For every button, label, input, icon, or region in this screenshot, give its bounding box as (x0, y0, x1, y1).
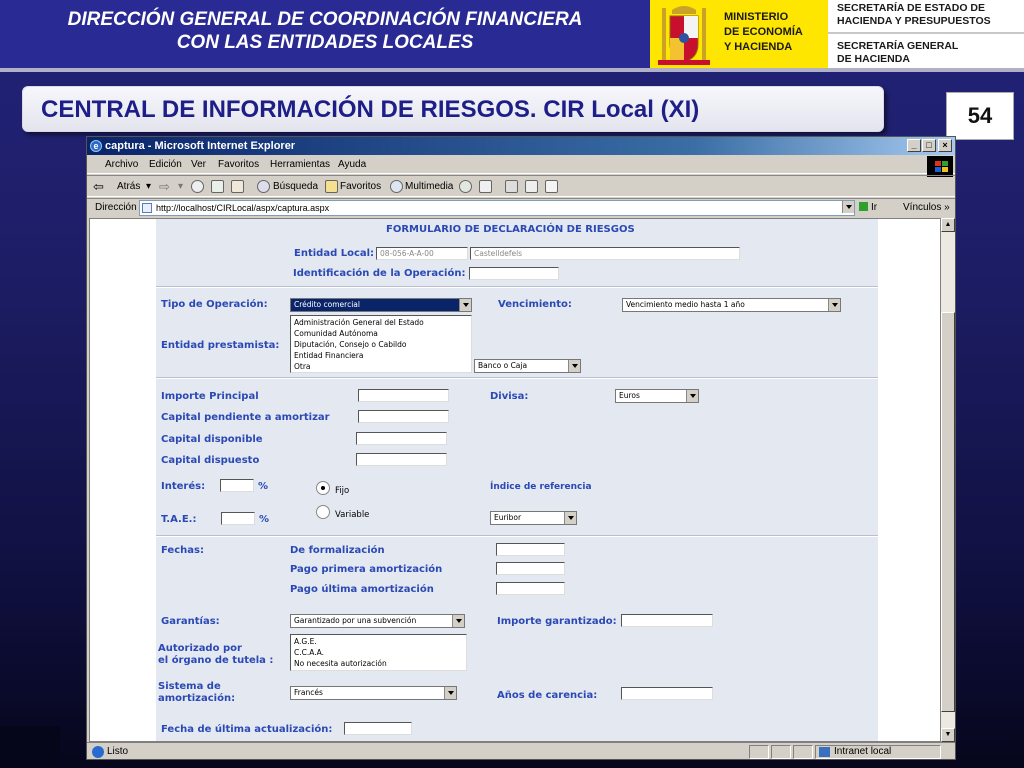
chevron-down-icon (828, 299, 840, 311)
home-icon[interactable] (231, 180, 244, 193)
multimedia-icon[interactable] (390, 180, 403, 193)
favorites-icon[interactable] (325, 180, 338, 193)
search-icon[interactable] (257, 180, 270, 193)
vencimiento-value: Vencimiento medio hasta 1 año (626, 300, 745, 309)
browser-window (86, 136, 956, 760)
secretariats (828, 0, 1024, 70)
status-panel (793, 745, 813, 759)
links-button[interactable]: Vínculos » (903, 202, 950, 213)
tae-label: T.A.E.: (161, 514, 197, 525)
ministry-line-1: MINISTERIO (724, 11, 789, 23)
header-line-2: CON LAS ENTIDADES LOCALES (176, 32, 474, 53)
variable-radio[interactable] (316, 505, 330, 519)
address-dropdown-button[interactable] (841, 201, 854, 215)
sistema-value: Francés (294, 688, 323, 697)
chevron-down-icon (459, 299, 471, 311)
fecha-primera-amortizacion-field[interactable] (496, 562, 565, 575)
forward-dropdown-icon[interactable]: ▾ (178, 181, 184, 192)
vencimiento-select[interactable] (622, 298, 841, 312)
go-arrow-icon (859, 202, 868, 211)
menu-ver[interactable]: Ver (191, 159, 207, 170)
importe-garantizado-label: Importe garantizado: (497, 616, 617, 627)
indice-referencia-label: Índice de referencia (490, 482, 592, 492)
interes-percent: % (258, 481, 269, 492)
refresh-icon[interactable] (211, 180, 224, 193)
slide-title: CENTRAL DE INFORMACIÓN DE RIESGOS. CIR Local (XI) (22, 86, 884, 132)
multimedia-button[interactable]: Multimedia (405, 181, 454, 192)
coat-of-arms-icon (650, 0, 718, 70)
list-item[interactable]: No necesita autorización (294, 659, 387, 668)
fechas-label: Fechas: (161, 545, 204, 556)
page-content (89, 218, 941, 742)
scroll-up-icon[interactable]: ▲ (941, 218, 955, 232)
banco-value: Banco o Caja (478, 361, 528, 370)
secretariat-state-line-2: HACIENDA Y PRESUPUESTOS (837, 15, 991, 27)
list-item[interactable]: A.G.E. (294, 637, 317, 646)
fecha-ultima-amortizacion-field[interactable] (496, 582, 565, 595)
chevron-down-icon (568, 360, 580, 372)
back-arrow-icon[interactable]: ⇦ (93, 179, 104, 194)
address-input[interactable] (139, 200, 855, 216)
indice-value: Euribor (494, 513, 522, 522)
menu-ayuda[interactable]: Ayuda (338, 159, 367, 170)
divider (828, 32, 1024, 34)
sistema-amortizacion-select[interactable] (290, 686, 457, 700)
anos-carencia-field[interactable] (621, 687, 713, 700)
tipo-operacion-label: Tipo de Operación: (161, 299, 268, 310)
indice-select[interactable] (490, 511, 577, 525)
vertical-scrollbar[interactable] (941, 218, 955, 742)
menu-herramientas[interactable]: Herramientas (270, 159, 331, 170)
status-panel (749, 745, 769, 759)
chevron-down-icon (564, 512, 576, 524)
interes-label: Interés: (161, 481, 206, 492)
status-bar (87, 742, 955, 760)
sistema-line-1: Sistema de (158, 681, 221, 692)
tipo-operacion-select[interactable] (290, 298, 472, 312)
section-divider (156, 286, 878, 288)
list-item[interactable]: Entidad Financiera (294, 351, 364, 360)
entidad-local-code-field[interactable]: 08-056-A-A-00 (376, 247, 468, 260)
capital-dispuesto-field[interactable] (356, 453, 447, 466)
status-text: Listo (107, 746, 129, 757)
zone-text: Intranet local (834, 746, 892, 757)
corner-block (0, 726, 60, 768)
secretariat-general-line-2: DE HACIENDA (837, 53, 910, 65)
ultima-amortizacion-label: Pago última amortización (290, 584, 434, 595)
identificacion-field[interactable] (469, 267, 559, 280)
secretariat-state (837, 2, 991, 28)
window-title: captura - Microsoft Internet Explorer (105, 140, 296, 152)
page-status-icon (92, 746, 104, 758)
minimize-button[interactable]: _ (907, 139, 921, 152)
ministry-line-2: DE ECONOMÍA (724, 26, 803, 38)
entidad-local-label: Entidad Local: (294, 248, 375, 259)
search-button[interactable]: Búsqueda (273, 181, 319, 192)
fijo-label: Fijo (335, 486, 350, 496)
banco-select[interactable] (474, 359, 581, 373)
divisa-label: Divisa: (490, 391, 529, 402)
toolbar (87, 175, 955, 197)
intranet-icon (819, 747, 830, 757)
garantias-value: Garantizado por una subvención (294, 616, 417, 625)
status-panel (771, 745, 791, 759)
address-label: Dirección (95, 202, 137, 213)
window-titlebar[interactable] (87, 137, 955, 155)
tae-percent: % (259, 514, 270, 525)
discuss-icon[interactable] (545, 180, 558, 193)
chevron-down-icon (444, 687, 456, 699)
menu-edicion[interactable]: Edición (149, 159, 182, 170)
importe-principal-label: Importe Principal (161, 391, 259, 402)
close-button[interactable]: × (938, 139, 952, 152)
menu-archivo[interactable]: Archivo (105, 159, 139, 170)
address-bar (87, 198, 955, 217)
importe-garantizado-field[interactable] (621, 614, 713, 627)
back-dropdown-icon[interactable]: ▾ (146, 181, 152, 192)
fecha-actualizacion-label: Fecha de última actualización: (161, 724, 333, 735)
secretariat-state-line-1: SECRETARÍA DE ESTADO DE (837, 2, 985, 14)
list-item[interactable]: Comunidad Autónoma (294, 329, 378, 338)
vencimiento-label: Vencimiento: (498, 299, 572, 310)
list-item[interactable]: C.C.A.A. (294, 648, 325, 657)
page-number: 54 (946, 92, 1014, 140)
fecha-formalizacion-field[interactable] (496, 543, 565, 556)
divisa-value: Euros (619, 391, 640, 400)
header-directorate (0, 0, 650, 70)
maximize-button[interactable]: □ (922, 139, 936, 152)
secretariat-general (837, 40, 958, 66)
risk-declaration-form (156, 219, 878, 742)
form-heading: FORMULARIO DE DECLARACIÓN DE RIESGOS (386, 224, 635, 235)
anos-carencia-label: Años de carencia: (497, 690, 598, 701)
variable-label: Variable (335, 510, 370, 520)
edit-icon[interactable] (525, 180, 538, 193)
importe-principal-field[interactable] (358, 389, 449, 402)
autorizado-listbox[interactable] (290, 634, 467, 671)
fecha-actualizacion-field[interactable] (344, 722, 412, 735)
header-divider (0, 68, 1024, 72)
capital-disponible-field[interactable] (356, 432, 447, 445)
address-url: http://localhost/CIRLocal/aspx/captura.aspx (156, 203, 330, 213)
tae-field[interactable] (221, 512, 255, 525)
list-item[interactable]: Otra (294, 362, 311, 371)
capital-pendiente-label: Capital pendiente a amortizar (161, 412, 330, 423)
sistema-line-2: amortización: (158, 693, 236, 704)
capital-dispuesto-label: Capital dispuesto (161, 455, 260, 466)
stop-icon[interactable] (191, 180, 204, 193)
scroll-thumb[interactable] (941, 312, 955, 712)
header-line-1: DIRECCIÓN GENERAL DE COORDINACIÓN FINANCIERA (67, 9, 583, 30)
capital-disponible-label: Capital disponible (161, 434, 263, 445)
garantias-select[interactable] (290, 614, 465, 628)
capital-pendiente-field[interactable] (358, 410, 449, 423)
entidad-local-name-field[interactable]: Castelldefels (470, 247, 740, 260)
go-button[interactable] (859, 202, 877, 213)
scroll-down-icon[interactable]: ▼ (941, 728, 955, 742)
chevron-down-icon (686, 390, 698, 402)
section-divider (156, 535, 878, 537)
ministry-name (718, 0, 828, 70)
tipo-operacion-value: Crédito comercial (294, 300, 360, 309)
ministry-line-3: Y HACIENDA (724, 41, 793, 53)
menu-bar (87, 156, 955, 174)
ie-icon: e (90, 140, 102, 152)
prestamista-listbox[interactable] (290, 315, 472, 373)
primera-amortizacion-label: Pago primera amortización (290, 564, 443, 575)
go-label: Ir (871, 202, 878, 213)
chevron-down-icon (452, 615, 464, 627)
print-icon[interactable] (505, 180, 518, 193)
back-button[interactable]: Atrás (117, 181, 141, 192)
menu-favoritos[interactable]: Favoritos (218, 159, 260, 170)
history-icon[interactable] (459, 180, 472, 193)
page-icon (142, 203, 152, 213)
formalizacion-label: De formalización (290, 545, 385, 556)
garantias-label: Garantías: (161, 616, 220, 627)
windows-logo-icon (927, 156, 953, 177)
list-item[interactable]: Administración General del Estado (294, 318, 424, 327)
fijo-radio[interactable] (316, 481, 330, 495)
links-label: Vínculos (903, 202, 942, 213)
entidad-prestamista-label: Entidad prestamista: (161, 340, 280, 351)
section-divider (156, 377, 878, 379)
autorizado-line-2: el órgano de tutela : (158, 655, 274, 666)
interes-field[interactable] (220, 479, 254, 492)
mail-icon[interactable] (479, 180, 492, 193)
autorizado-line-1: Autorizado por (158, 643, 242, 654)
security-zone (815, 745, 941, 759)
forward-arrow-icon[interactable]: ⇨ (159, 179, 170, 194)
identificacion-label: Identificación de la Operación: (293, 268, 466, 279)
favorites-button[interactable]: Favoritos (340, 181, 382, 192)
secretariat-general-line-1: SECRETARÍA GENERAL (837, 40, 959, 52)
divisa-select[interactable] (615, 389, 699, 403)
list-item[interactable]: Diputación, Consejo o Cabildo (294, 340, 407, 349)
